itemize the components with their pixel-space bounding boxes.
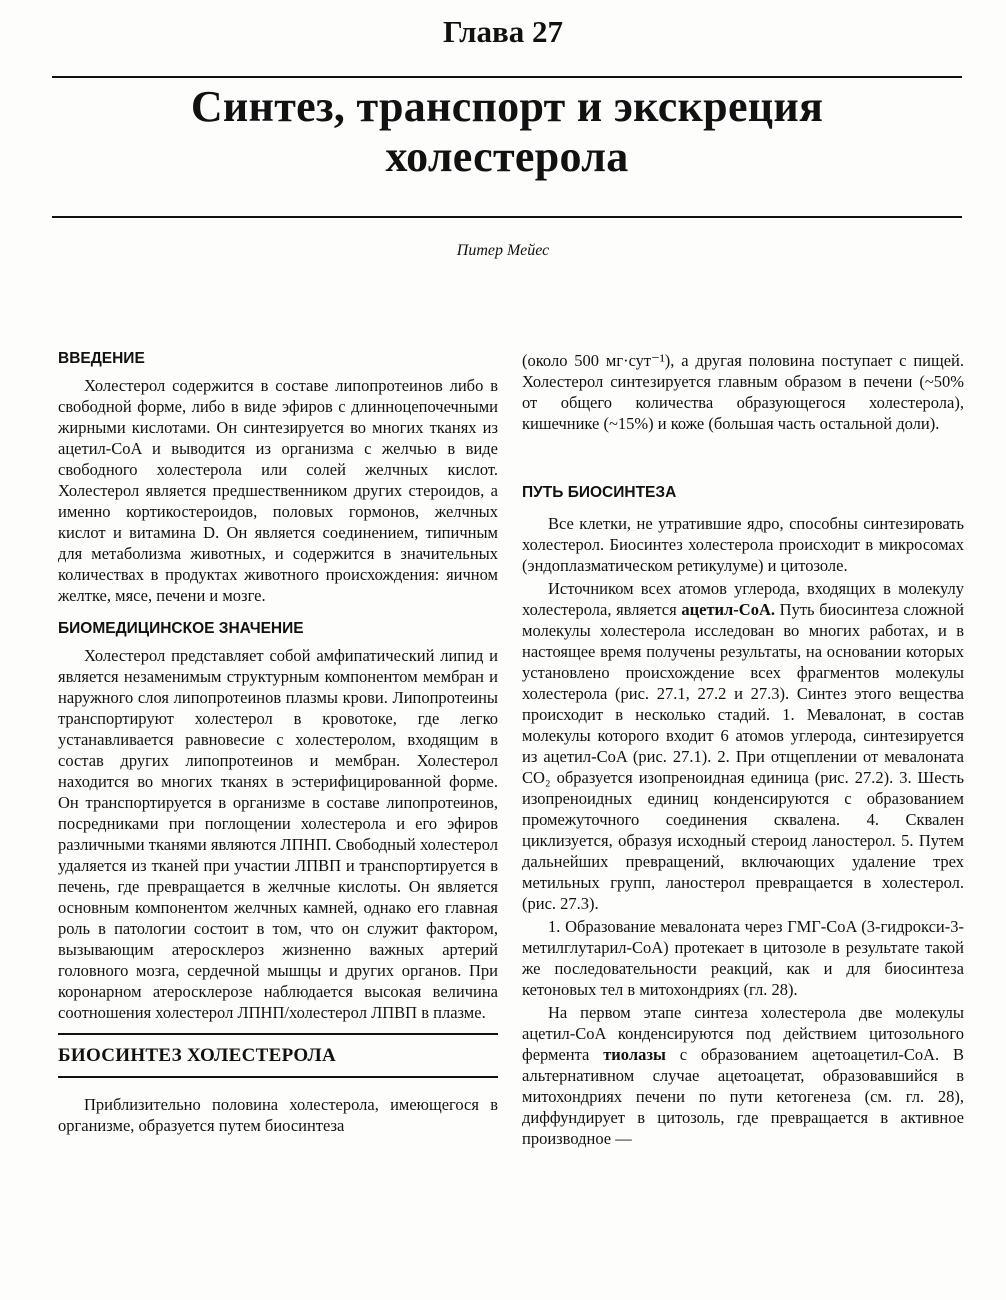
p2-text-a: Источником всех атомов углерода, входящих в молекулу холестерола, является [522, 579, 964, 619]
intro-paragraph: Холестерол содержится в составе липопротеинов либо в свободной форме, либо в виде эфиров с длинноцепочечными жирными кислотами. Он синтезируется во многих тканях из ацетил-CoA и выводится из организма с желчью в виде свободного холестерола или солей желчных кислот. Холестерол является предшественником других стероидов, а именно кортикостероидов, половых гормонов, желчных кислот и витамина D. Он является соединением, типичным для метаболизма животных, и содержится в значительных количествах в продуктах животного происхождения: яичном желтке, мясе, печени и мозге. [58, 376, 498, 605]
section-bottom-rule [58, 1076, 498, 1078]
path-paragraph-2 [522, 578, 964, 914]
biomed-paragraph: Холестерол представляет собой амфипатический липид и является незаменимым структурным компонентом мембран и наружного слоя липопротеинов плазмы крови. Липопротеины транспортируют холестерол в кровотоке, где легко устанавливается равновесие с холестеролом, входящим в состав других липопротеинов и мембран. Холестерол находится во многих тканях в эстерифицированной форме. Он транспортируется в организме в составе липопротеинов, посредниками при поглощении холестерола и его эфиров различными тканями являются ЛПНП. Свободный холестерол удаляется из тканей при участии ЛПВП и транспортируется в печень, где превращается в желчные кислоты. Он является основным компонентом желчных камней, однако его главная роль в патологии состоит в том, что он служит фактором, вызывающим атеросклероз жизненно важных артерий головного мозга, сердечной мышцы и других органов. При коронарном атеросклерозе наблюдается высокая величина соотношения холестерол ЛПНП/холестерол ЛПВП в плазме. [58, 646, 498, 1022]
author-name: Питер Мейес [456, 242, 550, 259]
path-paragraph-1: Все клетки, не утратившие ядро, способны синтезировать холестерол. Биосинтез холестерола происходит в микросомах (эндоплазматическом ретикулуме) и цитозоле. [522, 514, 964, 575]
path-heading: ПУТЬ БИОСИНТЕЗА [522, 484, 677, 501]
p2-bold-term: ацетил-CoA. [681, 600, 776, 619]
p2-text-b: Путь биосинтеза сложной молекулы холестерола исследован во многих работах, и в настоящее время получены результаты, на основании которых установлено происхождение всех фрагментов молекулы холестерола (рис. 27.1, 27.2 и 27.3). Синтез этого вещества происходит в несколько стадий. 1. Мевалонат, в состав молекулы которого входит 6 атомов углерода, синтезируется из ацетил-CoA (рис. 27.1). 2. При отщеплении от мевалоната CO₂ образуется изопреноидная единица (рис. 27.2). 3. Шесть изопреноидных единиц конденсируются с образованием промежуточного соединения сквалена. 4. Сквален циклизуется, образуя исходный стероид ланостерол. 5. Путем дальнейших превращений, включающих удаление трех метильных групп, ланостерол превращается в холестерол. (рис. 27.3). [522, 600, 964, 913]
right-column [522, 350, 964, 1149]
section-top-rule [58, 1033, 498, 1035]
continued-paragraph: (около 500 мг·сут⁻¹), а другая половина поступает с пищей. Холестерол синтезируется главным образом в печени (~50% от общего количества образующегося холестерола), кишечнике (~15%) и коже (большая часть остальной доли). [522, 351, 964, 433]
p4-text-b: с образованием ацетоацетил-CoA. В альтернативном случае ацетоацетат, образовавшийся в митохондриях печени по пути кетогенеза (см. гл. 28), диффундирует в цитозоль, где превращается в активное производное — [522, 1045, 964, 1148]
chapter-number: Глава 27 [442, 14, 564, 49]
intro-heading: ВВЕДЕНИЕ [58, 350, 145, 367]
title-top-rule [52, 76, 962, 78]
chapter-title [52, 82, 962, 182]
p4-bold-term: тиолазы [603, 1045, 666, 1064]
biomed-heading: БИОМЕДИЦИНСКОЕ ЗНАЧЕНИЕ [58, 620, 304, 637]
left-column [58, 348, 498, 1136]
p4-text-a: На первом этапе синтеза холестерола две молекулы ацетил-CoA конденсируются под действием цитозольного фермента [522, 1003, 964, 1064]
title-line-2: холестерола [385, 132, 629, 181]
title-bottom-rule [52, 216, 962, 218]
path-paragraph-3: 1. Образование мевалоната через ГМГ-CoA (3-гидрокси-3-метилглутарил-CoA) протекает в цитозоле в результате такой же последовательности реакций, как и для биосинтеза кетоновых тел в митохондриях (гл. 28). [522, 917, 964, 999]
title-line-1: Синтез, транспорт и экскреция [190, 82, 824, 131]
biosynth-heading: БИОСИНТЕЗ ХОЛЕСТЕРОЛА [58, 1045, 336, 1066]
path-paragraph-4 [522, 1002, 964, 1149]
biosynth-paragraph: Приблизительно половина холестерола, имеющегося в организме, образуется путем биосинтеза [58, 1095, 498, 1135]
